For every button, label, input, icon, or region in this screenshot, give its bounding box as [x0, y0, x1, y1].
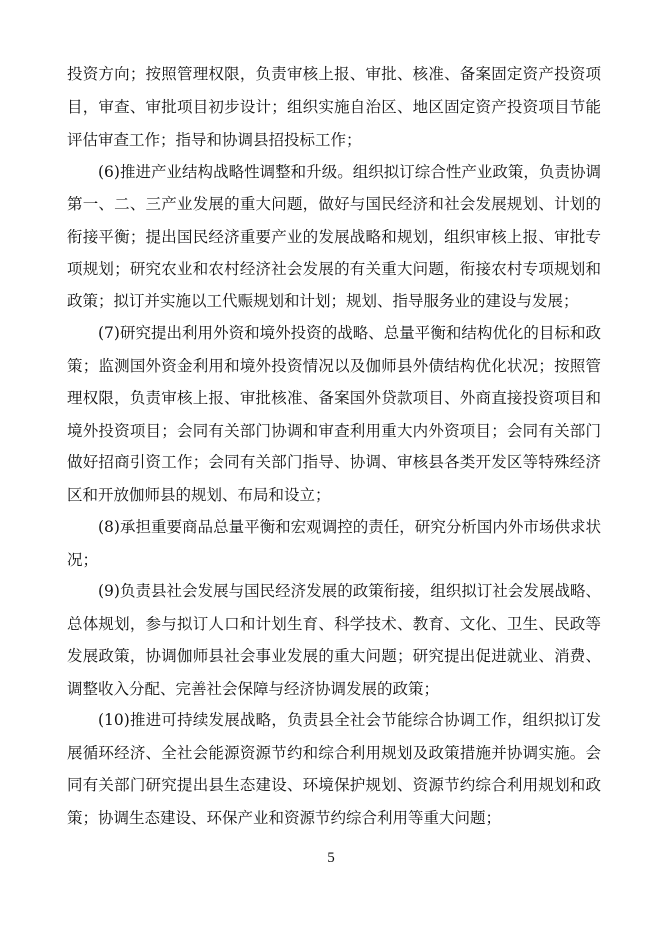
text-line: 衔接平衡；提出国民经济重要产业的发展战略和规划，组织审核上报、审批专 — [67, 228, 601, 246]
text-line: 况； — [67, 551, 99, 569]
text-line: 理权限，负责审核上报、审批核准、备案国外贷款项目、外商直接投资项目和 — [67, 389, 601, 407]
text-line: 项规划；研究农业和农村经济社会发展的有关重大问题，衔接农村专项规划和 — [67, 260, 601, 278]
text-line: 目，审查、审批项目初步设计；组织实施自治区、地区固定资产投资项目节能 — [67, 98, 601, 116]
text-line: 总体规划，参与拟订人口和计划生育、科学技术、教育、文化、卫生、民政等 — [67, 615, 601, 633]
text-line: 评估审查工作；指导和协调县招投标工作； — [67, 131, 362, 149]
text-line: 策；协调生态建设、环保产业和资源节约综合利用等重大问题； — [67, 809, 502, 827]
text-line: 做好招商引资工作；会同有关部门指导、协调、审核县各类开发区等特殊经济 — [67, 453, 601, 471]
text-line: 同有关部门研究提出县生态建设、环境保护规划、资源节约综合利用规划和政 — [67, 776, 601, 794]
text-line: 投资方向；按照管理权限，负责审核上报、审批、核准、备案固定资产投资项 — [67, 65, 601, 83]
text-line: 策；监测国外资金利用和境外投资情况以及伽师县外债结构优化状况；按照管 — [67, 357, 601, 375]
paragraph-start-line: (6)推进产业结构战略性调整和升级。组织拟订综合性产业政策，负责协调 — [98, 163, 601, 181]
text-line: 发展政策，协调伽师县社会事业发展的重大问题；研究提出促进就业、消费、 — [67, 647, 601, 665]
paragraph-start-line: (10)推进可持续发展战略，负责县全社会节能综合协调工作，组织拟订发 — [98, 711, 601, 729]
text-line: 境外投资项目；会同有关部门协调和审查利用重大内外资项目；会同有关部门 — [67, 422, 601, 440]
text-line: 政策；拟订并实施以工代赈规划和计划；规划、指导服务业的建设与发展； — [67, 292, 579, 310]
text-line: 展循环经济、全社会能源资源节约和综合利用规划及政策措施并协调实施。会 — [67, 744, 601, 762]
paragraph-start-line: (9)负责县社会发展与国民经济发展的政策衔接，组织拟订社会发展战略、 — [98, 582, 601, 600]
page-number: 5 — [327, 850, 335, 866]
text-line: 第一、二、三产业发展的重大问题，做好与国民经济和社会发展规划、计划的 — [67, 195, 601, 213]
text-line: 调整收入分配、完善社会保障与经济协调发展的政策； — [67, 680, 440, 698]
paragraph-start-line: (7)研究提出利用外资和境外投资的战略、总量平衡和结构优化的目标和政 — [98, 324, 601, 342]
text-line: 区和开放伽师县的规划、布局和设立； — [67, 486, 331, 504]
paragraph-start-line: (8)承担重要商品总量平衡和宏观调控的责任，研究分析国内外市场供求状 — [98, 518, 601, 536]
